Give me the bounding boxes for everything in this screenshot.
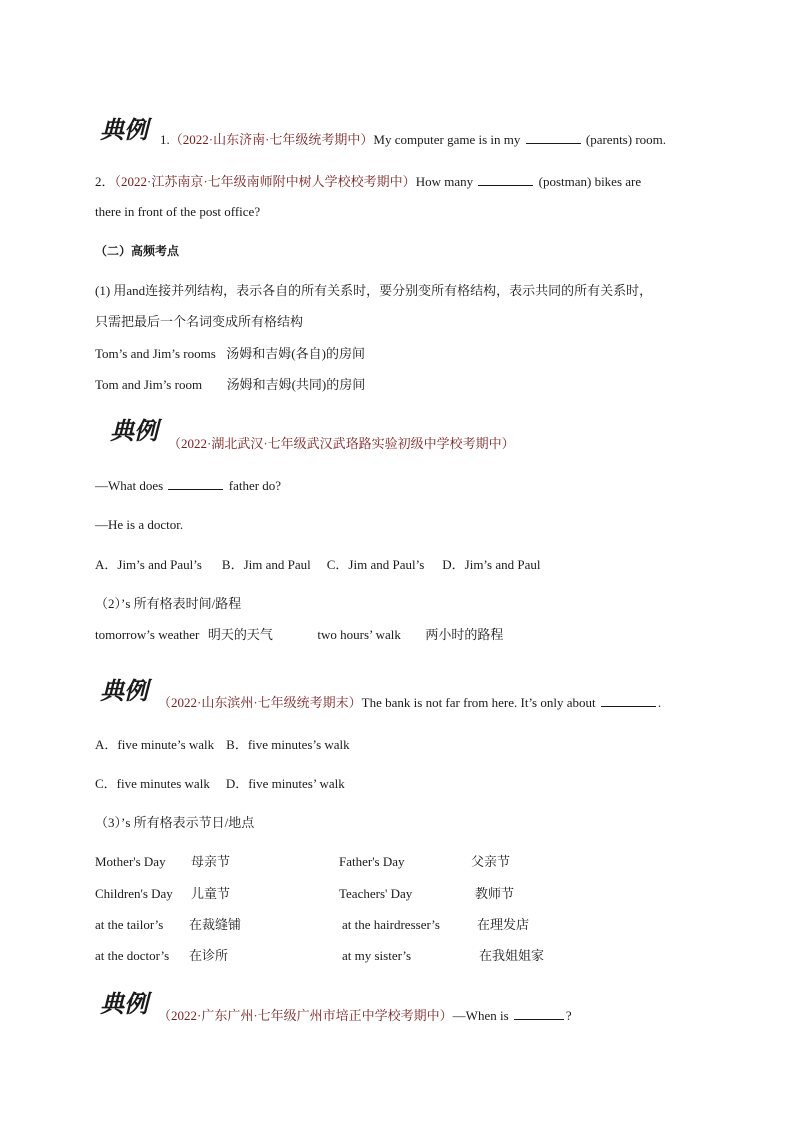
table-cell: at the hairdresser’s xyxy=(342,917,440,932)
option-b[interactable]: B．Jim and Paul xyxy=(221,557,311,572)
question-source: （2022·山东济南·七年级统考期中） xyxy=(169,132,374,147)
example-seal-icon xyxy=(98,674,156,704)
table-cell: 教师节 xyxy=(475,886,515,901)
table-cell: at my sister’s xyxy=(342,948,412,963)
answer-blank[interactable] xyxy=(514,1007,564,1020)
question-3: —What does father do? xyxy=(95,478,282,493)
table-cell: Father's Day xyxy=(339,854,405,869)
answer-blank[interactable] xyxy=(478,173,533,186)
svg-text:典例: 典例 xyxy=(100,676,148,704)
point-1-line-2: 只需把最后一个名词变成所有格结构 xyxy=(95,314,304,329)
point-2-examples: tomorrow’s weather 明天的天气 two hours’ walk 两小时的路程 xyxy=(95,627,504,642)
table-cell: 父亲节 xyxy=(471,854,511,869)
option-b[interactable]: B．five minutes’s walk xyxy=(226,737,350,752)
example-seal-icon xyxy=(98,113,156,143)
option-a[interactable]: A．five minute’s walk xyxy=(95,737,215,752)
table-cell: 母亲节 xyxy=(191,854,231,869)
svg-text:典例: 典例 xyxy=(100,989,148,1017)
option-a[interactable]: A．Jim’s and Paul’s xyxy=(95,557,202,572)
table-row: at the doctor’s xyxy=(95,948,170,963)
example-b: Tom and Jim’s room 汤姆和吉姆(共同)的房间 xyxy=(95,377,366,392)
table-cell: 在我姐姐家 xyxy=(479,948,545,963)
question-source: （2022·湖北武汉·七年级武汉武珞路实验初级中学校考期中） xyxy=(168,436,515,451)
example-a: Tom’s and Jim’s rooms 汤姆和吉姆(各自)的房间 xyxy=(95,346,365,361)
question-4-options-row-2 xyxy=(95,775,345,793)
question-5: （2022·广东广州·七年级广州市培正中学校考期中）—When is ? xyxy=(158,1008,572,1023)
option-d[interactable]: D．five minutes’ walk xyxy=(225,776,345,791)
question-source: （2022·山东滨州·七年级统考期末） xyxy=(158,695,362,710)
example-seal-icon xyxy=(98,987,156,1017)
table-cell: 在理发店 xyxy=(477,917,530,932)
question-4: （2022·山东滨州·七年级统考期末）The bank is not far from here. It’s only about . xyxy=(158,695,662,710)
table-cell: Teachers' Day xyxy=(339,886,413,901)
option-c[interactable]: C．Jim and Paul’s xyxy=(326,557,425,572)
table-row: Mother's Day xyxy=(95,854,166,869)
table-cell: 儿童节 xyxy=(191,886,231,901)
point-1-line-1: (1) 用and连接并列结构，表示各自的所有关系时，要分别变所有格结构，表示共同的所有关系时， xyxy=(95,283,653,298)
table-row: Children's Day xyxy=(95,886,173,901)
option-d[interactable]: D．Jim’s and Paul xyxy=(442,557,541,572)
svg-text:典例: 典例 xyxy=(110,416,158,444)
table-cell: 在裁缝铺 xyxy=(189,917,242,932)
answer-blank[interactable] xyxy=(526,131,581,144)
question-3-answer: —He is a doctor. xyxy=(95,517,184,532)
question-source: （2022·广东广州·七年级广州市培正中学校考期中） xyxy=(158,1008,453,1023)
question-source: （2022·江苏南京·七年级南师附中树人学校校考期中） xyxy=(114,174,416,189)
question-4-options-row-1 xyxy=(95,736,350,754)
answer-blank[interactable] xyxy=(168,477,223,490)
section-heading: （二）高频考点 xyxy=(95,244,180,258)
question-2: 2．（2022·江苏南京·七年级南师附中树人学校校考期中）How many (postman) bikes are xyxy=(95,174,642,189)
point-2-heading: （2）’s 所有格表时间/路程 xyxy=(95,596,242,611)
answer-blank[interactable] xyxy=(601,694,656,707)
table-cell: 在诊所 xyxy=(189,948,229,963)
question-3-options xyxy=(95,556,541,574)
table-row: at the tailor’s xyxy=(95,917,164,932)
point-3-heading: （3）’s 所有格表示节日/地点 xyxy=(95,815,255,830)
example-seal-icon xyxy=(108,414,166,444)
svg-text:典例: 典例 xyxy=(100,115,148,143)
question-1: 1.（2022·山东济南·七年级统考期中）My computer game is in my (parents) room. xyxy=(160,132,667,147)
option-c[interactable]: C．five minutes walk xyxy=(95,776,210,791)
question-2-continued: there in front of the post office? xyxy=(95,204,261,219)
